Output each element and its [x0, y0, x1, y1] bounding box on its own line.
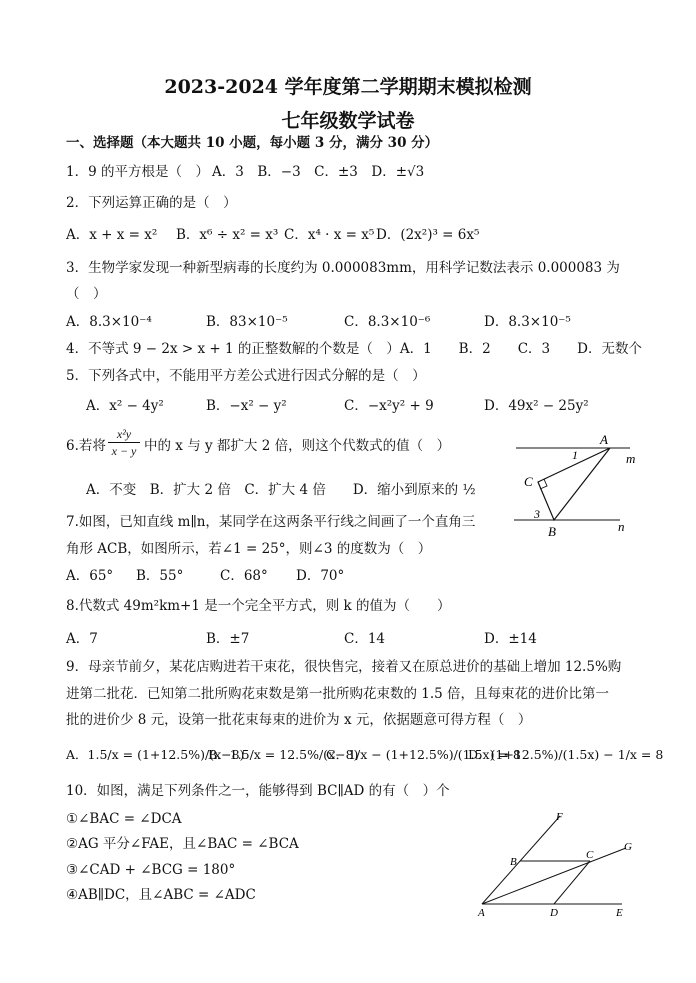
q9-option-b: B．1.5/x = 12.5%/(x−8)	[208, 747, 359, 762]
q6-fraction-numerator: x²y	[108, 428, 140, 443]
q5-option-c: C．−x²y² + 9	[344, 398, 434, 414]
label-m: m	[626, 451, 636, 466]
ray-ag	[482, 848, 626, 904]
q1-options: A．3 B．−3 C．±3 D．±√3	[212, 164, 425, 180]
q9-option-d: D．(1+12.5%)/(1.5x) − 1/x = 8	[468, 747, 664, 762]
q10-condition-4: ④AB∥DC，且∠ABC = ∠ADC	[66, 887, 256, 903]
label-n: n	[618, 519, 625, 534]
q6-fraction-denominator: x − y	[111, 444, 137, 458]
q10-condition-2: ②AG 平分∠FAE，且∠BAC = ∠BCA	[66, 836, 299, 852]
label-1: 1	[572, 448, 578, 462]
q6-fraction	[108, 428, 140, 457]
q6-stem-post: 中的 x 与 y 都扩大 2 倍，则这个代数式的值（ ）	[144, 438, 451, 454]
q9-option-a: A．1.5/x = (1+12.5%)/(x−8)	[66, 747, 245, 762]
q9-line3: 批的进价少 8 元，设第一批花束每束的进价为 x 元，依据题意可得方程（ ）	[66, 712, 532, 728]
q8-option-a: A．7	[66, 631, 98, 647]
q8-option-d: D．±14	[484, 631, 537, 647]
q8-option-b: B．±7	[206, 631, 250, 647]
q8-option-c: C．14	[344, 631, 386, 647]
q5-stem: 5．下列各式中，不能用平方差公式进行因式分解的是（ ）	[66, 368, 426, 384]
label-c: C	[524, 474, 533, 489]
label-b2: B	[510, 856, 517, 868]
section-heading: 一、选择题（本大题共 10 小题，每小题 3 分，满分 30 分）	[66, 135, 439, 151]
page-subtitle: 七年级数学试卷	[281, 110, 415, 132]
q9-line1: 9．母亲节前夕，某花店购进若干束花，很快售完，接着又在原总进价的基础上增加 12.5%购	[66, 659, 622, 675]
label-g: G	[624, 841, 632, 853]
q7-option-d: D．70°	[296, 568, 345, 584]
q2-option-b: B．x⁶ ÷ x² = x³	[176, 227, 279, 243]
parallel-lines-triangle-figure	[508, 428, 658, 540]
label-d: D	[550, 907, 558, 919]
q4-text: 4．不等式 9 − 2x > x + 1 的正整数解的个数是（ ）A．1 B．2 C．3 D．无数个	[66, 341, 642, 357]
parallel-segments-figure	[474, 808, 644, 920]
label-a2: A	[478, 907, 485, 919]
label-f: F	[556, 811, 563, 823]
label-b: B	[548, 524, 556, 539]
q6-options: A．不变 B．扩大 2 倍 C．扩大 4 倍 D．缩小到原来的 ½	[86, 482, 476, 498]
q2-option-d: D．(2x²)³ = 6x⁵	[376, 227, 480, 243]
q2-option-c: C．x⁴ · x = x⁵	[284, 227, 375, 243]
q5-option-d: D．49x² − 25y²	[484, 398, 589, 414]
q6-stem-pre: 6.若将	[66, 438, 106, 454]
q3-option-a: A．8.3×10⁻⁴	[66, 314, 152, 330]
page-title: 2023-2024 学年度第二学期期末模拟检测	[164, 76, 532, 98]
label-c2: C	[586, 849, 594, 861]
q9-line2: 进第二批花．已知第二批所购花束数是第一批所购花束数的 1.5 倍，且每束花的进价比第一	[66, 686, 610, 702]
q1-stem: 1．9 的平方根是（ ）	[66, 164, 209, 180]
q5-option-b: B．−x² − y²	[206, 398, 287, 414]
label-a: A	[600, 432, 608, 447]
q3-option-c: C．8.3×10⁻⁶	[344, 314, 431, 330]
q7-option-c: C．68°	[220, 568, 268, 584]
q7-line1: 7.如图，已知直线 m∥n，某同学在这两条平行线之间画了一个直角三	[66, 514, 476, 530]
q8-stem: 8.代数式 49m²km+1 是一个完全平方式，则 k 的值为（ ）	[66, 598, 451, 614]
q2-stem: 2．下列运算正确的是（ ）	[66, 195, 237, 211]
q10-stem: 10．如图，满足下列条件之一，能够得到 BC∥AD 的有（ ）个	[66, 783, 450, 799]
q7-line2: 角形 ACB，如图所示，若∠1 = 25°，则∠3 的度数为（ ）	[66, 541, 432, 557]
q3-stem-line1: 3．生物学家发现一种新型病毒的长度约为 0.000083mm，用科学记数法表示 0.000083 为	[66, 260, 620, 276]
q10-condition-1: ①∠BAC = ∠DCA	[66, 811, 182, 827]
q2-option-a: A．x + x = x²	[66, 227, 158, 243]
ray-af	[482, 816, 560, 904]
q7-option-b: B．55°	[136, 568, 184, 584]
q3-option-b: B．83×10⁻⁵	[206, 314, 288, 330]
segment-cd	[554, 861, 590, 904]
q7-option-a: A．65°	[66, 568, 114, 584]
q10-condition-3: ③∠CAD + ∠BCG = 180°	[66, 862, 236, 878]
q3-option-d: D．8.3×10⁻⁵	[484, 314, 571, 330]
q5-option-a: A．x² − 4y²	[86, 398, 164, 414]
label-e: E	[616, 907, 623, 919]
label-3: 3	[534, 507, 540, 521]
q3-stem-line2: （ ）	[66, 286, 107, 302]
q9-option-c: C．1/x − (1+12.5%)/(1.5x) = 8	[326, 747, 521, 762]
